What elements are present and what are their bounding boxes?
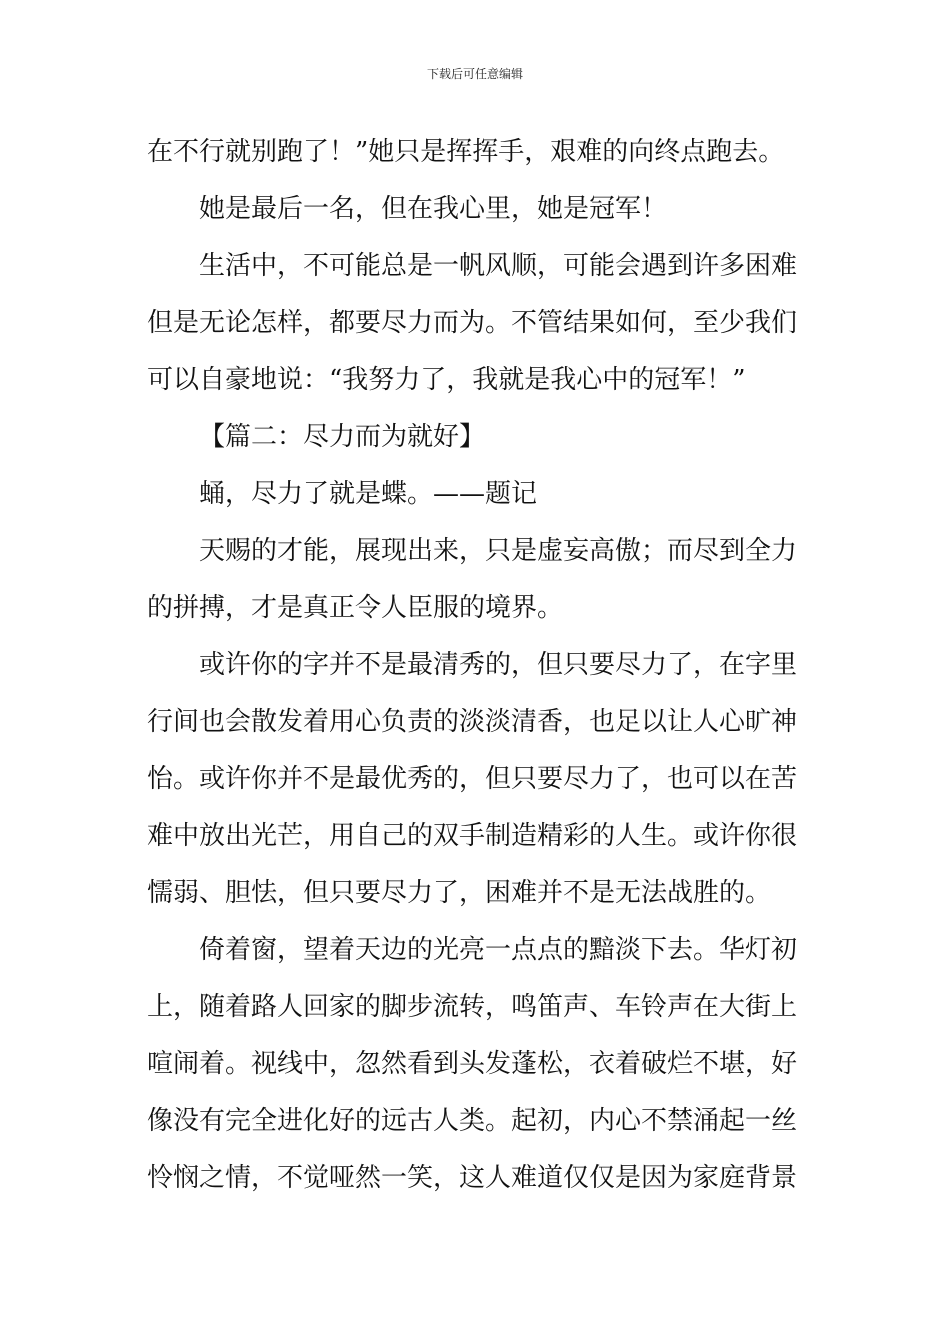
- text-line-1: 在不行就别跑了！”她只是挥挥手，艰难的向终点跑去。: [147, 137, 785, 167]
- text-line-12: 怡。或许你并不是最优秀的，但只要尽力了，也可以在苦: [147, 764, 798, 794]
- text-line-11: 行间也会散发着用心负责的淡淡清香，也足以让人心旷神: [147, 707, 798, 737]
- text-line-8: 天赐的才能，展现出来，只是虚妄高傲；而尽到全力: [199, 536, 798, 566]
- text-line-9: 的拼搏，才是真正令人臣服的境界。: [147, 593, 564, 623]
- document-body: [147, 127, 807, 1210]
- text-line-17: 喧闹着。视线中，忽然看到头发蓬松，衣着破烂不堪，好: [147, 1049, 798, 1079]
- text-line-2: 她是最后一名，但在我心里，她是冠军！: [199, 194, 668, 224]
- text-line-10: 或许你的字并不是最清秀的，但只要尽力了，在字里: [199, 650, 798, 680]
- text-line-14: 懦弱、胆怯，但只要尽力了，困难并不是无法战胜的。: [147, 878, 772, 908]
- text-line-18: 像没有完全进化好的远古人类。起初，内心不禁涌起一丝: [147, 1106, 798, 1136]
- text-line-3: 生活中，不可能总是一帆风顺，可能会遇到许多困难: [199, 251, 798, 281]
- page-header: 下载后可任意编辑: [426, 67, 523, 81]
- text-line-15: 倚着窗，望着天边的光亮一点点的黯淡下去。华灯初: [199, 935, 798, 965]
- section-heading: 【篇二：尽力而为就好】: [199, 422, 486, 452]
- text-line-19: 怜悯之情，不觉哑然一笑，这人难道仅仅是因为家庭背景: [147, 1163, 798, 1193]
- epigraph-line: 蛹，尽力了就是蝶。——题记: [199, 479, 538, 509]
- text-line-16: 上，随着路人回家的脚步流转，鸣笛声、车铃声在大街上: [147, 992, 798, 1022]
- text-line-5: 可以自豪地说：“我努力了，我就是我心中的冠军！”: [147, 365, 746, 395]
- text-line-13: 难中放出光芒，用自己的双手制造精彩的人生。或许你很: [147, 821, 798, 851]
- text-line-4: 但是无论怎样，都要尽力而为。不管结果如何，至少我们: [147, 308, 798, 338]
